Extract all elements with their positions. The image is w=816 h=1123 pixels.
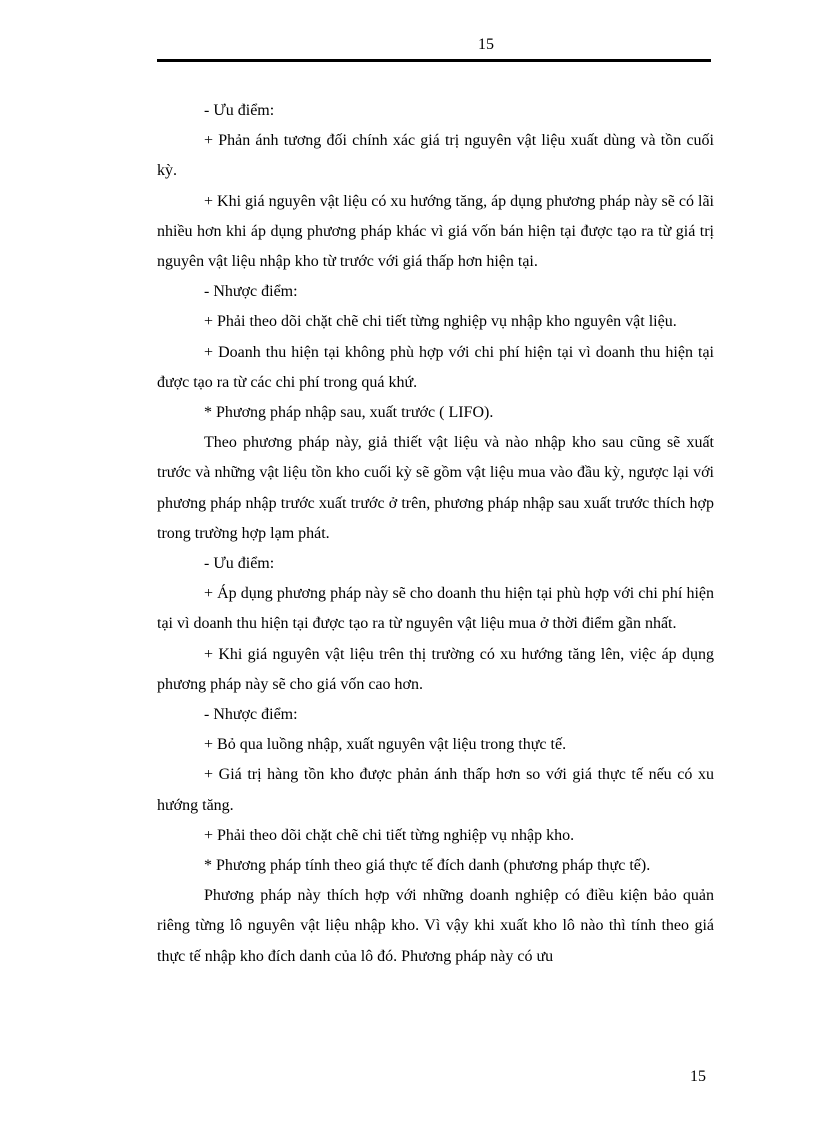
paragraph: - Ưu điểm: [204,555,275,573]
paragraph: + Phải theo dõi chặt chẽ chi tiết từng nghiệp vụ nhập kho nguyên vật liệu. [204,313,677,331]
paragraph: - Nhược điểm: [204,706,298,724]
paragraph: + Khi giá nguyên vật liệu trên thị trường có xu hướng tăng lên, việc áp dụng phương pháp này sẽ cho giá vốn cao hơn. [157,645,714,693]
paragraph: * Phương pháp nhập sau, xuất trước ( LIFO). [204,404,494,422]
paragraph: - Ưu điểm: [204,102,275,119]
footer-page-number: 15 [690,1068,706,1085]
header-rule [157,59,711,62]
paragraph: + Giá trị hàng tồn kho được phản ánh thấp hơn so với giá thực tế nếu có xu hướng tăng. [157,766,714,814]
paragraph: Phương pháp này thích hợp với những doanh nghiệp có điều kiện bảo quản riêng từng lô nguyên vật liệu nhập kho. Vì vậy khi xuất kho lô nào thì tính theo giá thực tế nhập kho đích danh của lô đó. Phương pháp này có ưu [157,887,714,965]
paragraph: Theo phương pháp này, giả thiết vật liệu và nào nhập kho sau cũng sẽ xuất trước và những vật liệu tồn kho cuối kỳ sẽ gồm vật liệu mua vào đầu kỳ, ngược lại với phương pháp nhập trước xuất trước ở trên, phương pháp nhập sau xuất trước thích hợp trong trường hợp lạm phát. [157,434,714,542]
paragraph: + Áp dụng phương pháp này sẽ cho doanh thu hiện tại phù hợp với chi phí hiện tại vì doanh thu hiện tại được tạo ra từ nguyên vật liệu mua ở thời điểm gần nhất. [157,585,714,633]
body-text [157,96,714,972]
paragraph: + Doanh thu hiện tại không phù hợp với chi phí hiện tại vì doanh thu hiện tại được tạo ra từ các chi phí trong quá khứ. [157,343,714,391]
paragraph: + Khi giá nguyên vật liệu có xu hướng tăng, áp dụng phương pháp này sẽ có lãi nhiều hơn khi áp dụng phương pháp khác vì giá vốn bán hiện tại được tạo ra từ giá trị nguyên vật liệu nhập kho từ trước với giá thấp hơn hiện tại. [157,192,714,271]
paragraph: - Nhược điểm: [204,283,298,301]
header-page-number: 15 [478,36,494,53]
paragraph: + Phải theo dõi chặt chẽ chi tiết từng nghiệp vụ nhập kho. [204,826,575,844]
paragraph: * Phương pháp tính theo giá thực tế đích danh (phương pháp thực tế). [204,857,651,875]
paragraph: + Phản ánh tương đối chính xác giá trị nguyên vật liệu xuất dùng và tồn cuối kỳ. [157,132,714,180]
paragraph: + Bỏ qua luồng nhập, xuất nguyên vật liệu trong thực tế. [204,736,567,754]
